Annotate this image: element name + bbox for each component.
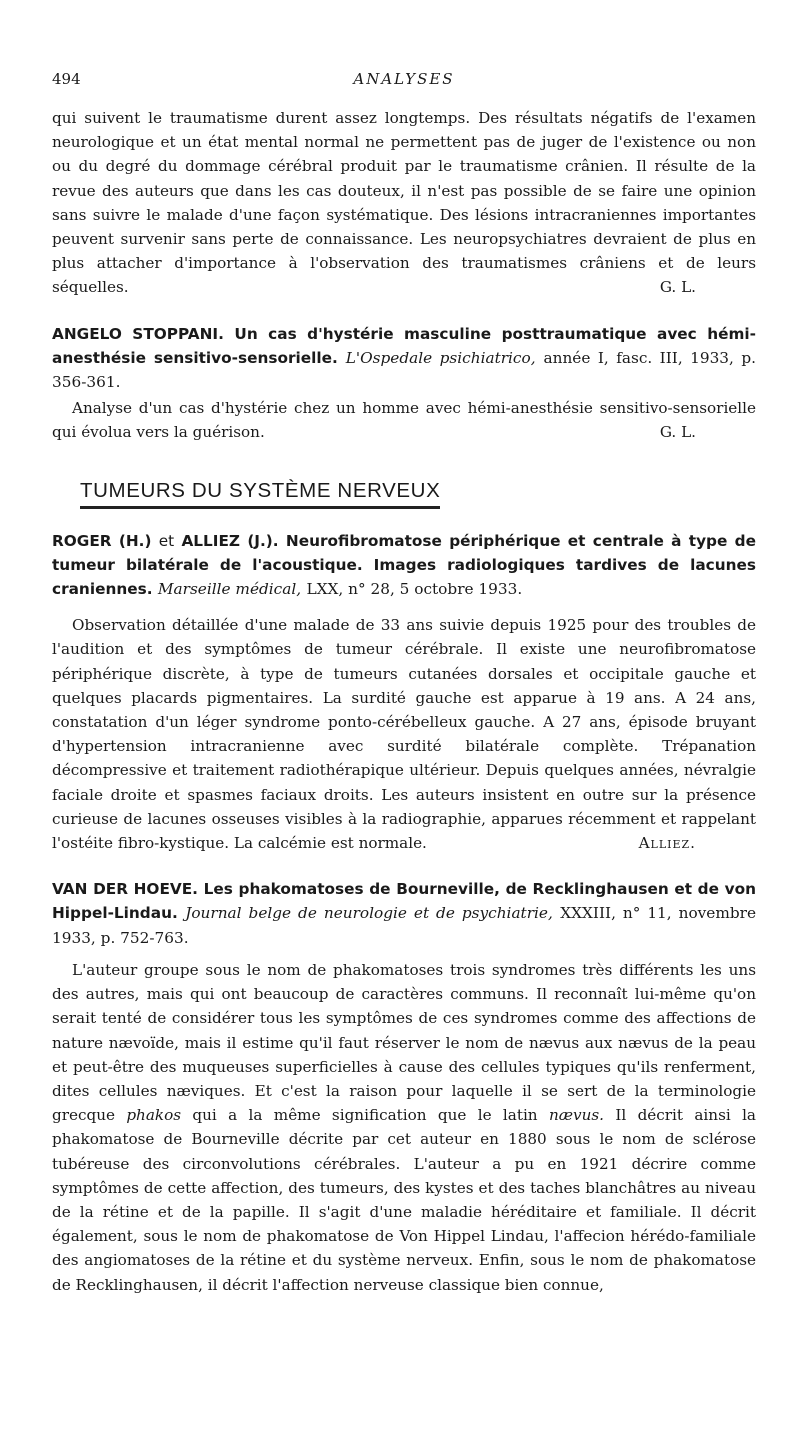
section-heading: TUMEURS DU SYSTÈME NERVEUX — [80, 479, 440, 509]
continuation-text: qui suivent le traumatisme durent assez longtemps. Des résultats négatifs de l'examen neurologique et un état mental normal ne permettent pas de juger de l'existence ou non ou du degré du dommage cérébral produit par le traumatisme crânien. Il résulte de la revue des auteurs que dans les cas douteux, il n'est pas possible de se faire une opinion sans suivre le malade d'une façon systématique. Des lésions intracraniennes importantes peuvent survenir sans perte de connaissance. Les neuropsychiatres devraient de plus en plus attacher d'importance à l'observation des traumatismes crâniens et de leurs séquelles. — [52, 109, 756, 297]
entry-abstract — [52, 958, 756, 1297]
entry-abstract-text: Observation détaillée d'une malade de 33 ans suivie depuis 1925 pour des troubles de l'audition et des symptômes de tumeur cérébrale. Il existe une neurofibromatose périphérique discrète, à type de tumeurs cutanées dorsales et occipitale gauche et quelques placards pigmentaires. La surdité gauche est apparue à 19 ans. A 24 ans, constatation d'un léger syndrome ponto-cérébelleux gauche. A 27 ans, épisode bruyant d'hypertension intracranienne avec surdité bilatérale complète. Trépanation décompressive et traitement radiothérapique ultérieur. Depuis quelques années, névralgie faciale droite et spasmes faciaux droits. Les auteurs insistent en outre sur la présence curieuse de lacunes osseuses visibles à la radiographie, apparues récemment et rappelant l'ostéite fibro-kystique. La calcémie est normale. — [52, 616, 756, 853]
entry-signature: Alliez. — [638, 834, 696, 853]
entry-journal: Marseille médical, — [157, 580, 302, 599]
running-title: ANALYSES — [353, 70, 455, 88]
entry-author-initial: (H.) — [118, 531, 152, 550]
entry-signature: G. L. — [659, 423, 696, 442]
entry-heading — [52, 529, 756, 602]
entry-author-conjunction: et — [158, 531, 175, 550]
entry-latin-term: nævus. — [548, 1106, 604, 1125]
entry-author: ALLIEZ — [181, 531, 241, 550]
continuation-signature: G. L. — [659, 278, 696, 297]
entry-journal: L'Ospedale psichiatrico, — [345, 348, 536, 367]
entry-title: Les phakomatoses de Bourneville, de Recklinghausen et de von Hippel-Lindau. — [52, 880, 757, 923]
entry-abstract-text: qui a la même signification que le latin — [192, 1106, 538, 1125]
entry-author-initial: (J.). — [247, 531, 279, 550]
page-number: 494 — [52, 70, 81, 88]
entry-title: Un cas d'hystérie masculine posttraumatique avec hémi-anesthésie sensitivo-sensorielle. — [52, 324, 757, 367]
entry-abstract — [52, 613, 756, 855]
entry-abstract-text: Analyse d'un cas d'hystérie chez un homme avec hémi-anesthésie sensitivo-sensorielle qui évolua vers la guérison. — [52, 399, 756, 442]
entry-abstract — [52, 396, 756, 444]
entry-journal: Journal belge de neurologie et de psychiatrie, — [185, 904, 553, 923]
entry-citation: année I, fasc. III, 1933, p. 356-361. — [52, 348, 756, 392]
continuation-paragraph — [52, 106, 756, 300]
entry-greek-term: phakos — [126, 1106, 182, 1125]
entry-citation: XXXIII, n° 11, novembre 1933, p. 752-763. — [52, 904, 757, 947]
entry-author: VAN DER HOEVE. — [52, 880, 198, 899]
entry-citation: LXX, n° 28, 5 octobre 1933. — [306, 580, 523, 599]
entry-author: ANGELO STOPPANI. — [52, 324, 224, 343]
entry-abstract-text: Il décrit ainsi la phakomatose de Bourneville décrite par cet auteur en 1880 sous le nom de sclérose tubéreuse des circonvolutions cérébrales. L'auteur a pu en 1921 décrire comme symptômes de cette affection, des tumeurs, des kystes et des taches blanchâtres au niveau de la rétine et de la papille. Il s'agit d'une maladie héréditaire et familiale. Il décrit également, sous le nom de phakomatose de Von Hippel Lindau, l'affecion hérédo-familiale des angiomatoses de la rétine et du système nerveux. Enfin, sous le nom de phakomatose de Recklinghausen, il décrit l'affection nerveuse classique bien connue, — [52, 1106, 756, 1294]
entry-title: Neurofibromatose périphérique et centrale à type de tumeur bilatérale de l'acoustique. Images radiologiques tardives de lacunes craniennes. — [52, 531, 756, 599]
entry-heading — [52, 877, 756, 950]
section-heading-wrap — [52, 445, 756, 509]
entry-author: ROGER — [52, 531, 112, 550]
page-header — [52, 70, 756, 90]
entry-heading — [52, 322, 756, 395]
page-content — [52, 106, 756, 1297]
entry-abstract-text: L'auteur groupe sous le nom de phakomatoses trois syndromes très différents les uns des autres, mais qui ont beaucoup de caractères communs. Il reconnaît lui-même qu'on serait tenté de considérer tous les symptômes de ces syndromes comme des affections de nature nævoïde, mais il estime qu'il faut réserver le nom de nævus aux nævus de la peau et peut-être des muqueuses superficielles à cause des cellules typiques qu'ils renferment, dites cellules næviques. Et c'est la raison pour laquelle il se sert de la terminologie grecque — [52, 960, 756, 1125]
